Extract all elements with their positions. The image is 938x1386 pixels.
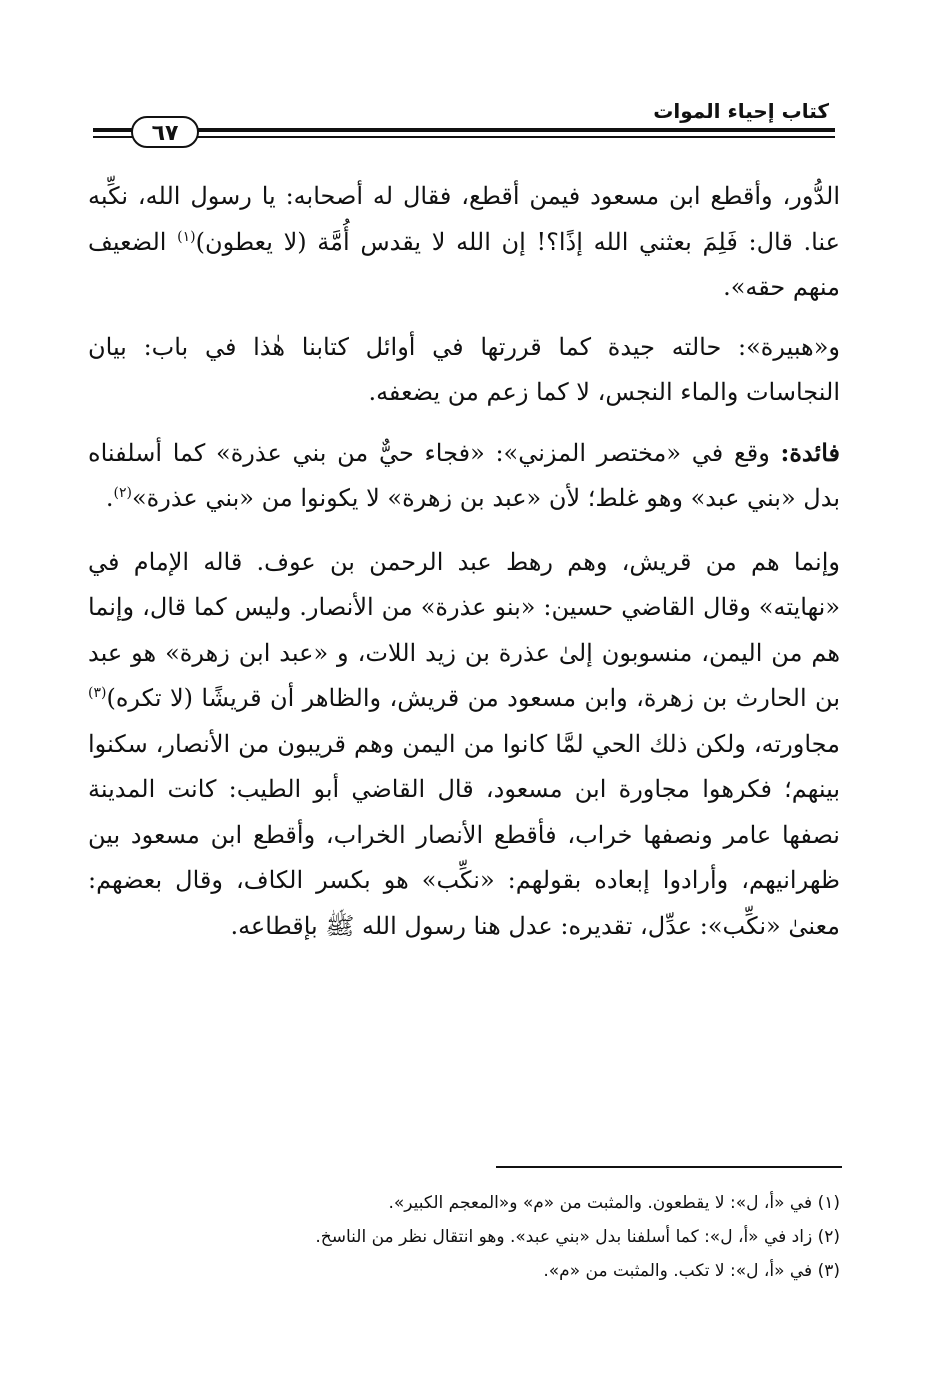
paragraph-3 — [88, 430, 840, 522]
footnote-1: (١) في «أ، ل»: لا يقطعون. والمثبت من «م» و«المعجم الكبير». — [388, 1193, 840, 1213]
book-title: كتاب إحياء الموات — [653, 99, 829, 123]
paragraph-3-tail: . — [105, 484, 114, 512]
header-rule-thin — [93, 136, 835, 138]
page-header — [93, 98, 835, 150]
paragraph-3-text: وقع في «مختصر المزني»: «فجاء حيٌّ من بني عذرة» كما أسلفناه بدل «بني عبد» وهو غلط؛ لأن «عبد بن زهرة» لا يكونوا من «بني عذرة» — [88, 438, 840, 512]
footnote-separator — [496, 1166, 842, 1168]
main-text — [88, 174, 840, 963]
footnote-marker-1: (١) — [177, 228, 196, 245]
footnote-marker-2: (٢) — [113, 485, 132, 501]
page-number: ٦٧ — [131, 116, 199, 148]
paragraph-1-text: الدُّور، وأقطع ابن مسعود فيمن أقطع، فقال له أصحابه: يا رسول الله، نكِّبه عنا. قال: فَلِمَ بعثني الله إذًا؟! إن الله لا يقدس أُمَّة (لا يعطون) — [88, 182, 840, 256]
footnotes — [88, 1186, 840, 1288]
benefit-label: فائدة: — [780, 437, 840, 467]
footnote-marker-3: (٣) — [88, 685, 107, 701]
header-rule-thick — [93, 128, 835, 132]
paragraph-2-text: و«هبيرة»: حالته جيدة كما قررتها في أوائل كتابنا هٰذا في باب: بيان النجاسات والماء النجس، لا كما زعم من يضعفه. — [88, 332, 840, 406]
paragraph-1 — [88, 174, 840, 311]
paragraph-4-tail: مجاورته، ولكن ذلك الحي لمَّا كانوا من اليمن وهم قريبون من الأنصار، سكنوا بينهم؛ فكرهوا مجاورة ابن مسعود، قال القاضي أبو الطيب: كانت المدينة نصفها عامر ونصفها خراب، فأقطع الأنصار الخراب، وأقطع ابن مسعود بين ظهرانيهم، وأرادوا إبعاده بقولهم: «نكِّب» هو بكسر الكاف، وقال بعضهم: معنىٰ «نكِّب»: عدِّل، تقديره: عدل هنا رسول الله ﷺ بإقطاعه. — [88, 729, 841, 940]
footnote-3: (٣) في «أ، ل»: لا تكب. والمثبت من «م». — [543, 1261, 840, 1281]
footnote-2: (٢) زاد في «أ، ل»: كما أسلفنا بدل «بني عبد». وهو انتقال نظر من الناسخ. — [315, 1227, 840, 1247]
paragraph-2 — [88, 325, 840, 416]
paragraph-4-text: وإنما هم من قريش، وهم رهط عبد الرحمن بن عوف. قاله الإمام في «نهايته» وقال القاضي حسين: «بنو عذرة» من الأنصار. وليس كما قال، وإنما هم من اليمن، منسوبون إلىٰ عذرة بن زيد اللات، و «عبد ابن زهرة» هو عبد بن الحارث بن زهرة، وابن مسعود من قريش، والظاهر أن قريشًا (لا تكره) — [88, 547, 840, 712]
paragraph-4 — [88, 540, 840, 950]
paragraph-1-tail: الضعيف منهم حقه». — [88, 227, 840, 301]
